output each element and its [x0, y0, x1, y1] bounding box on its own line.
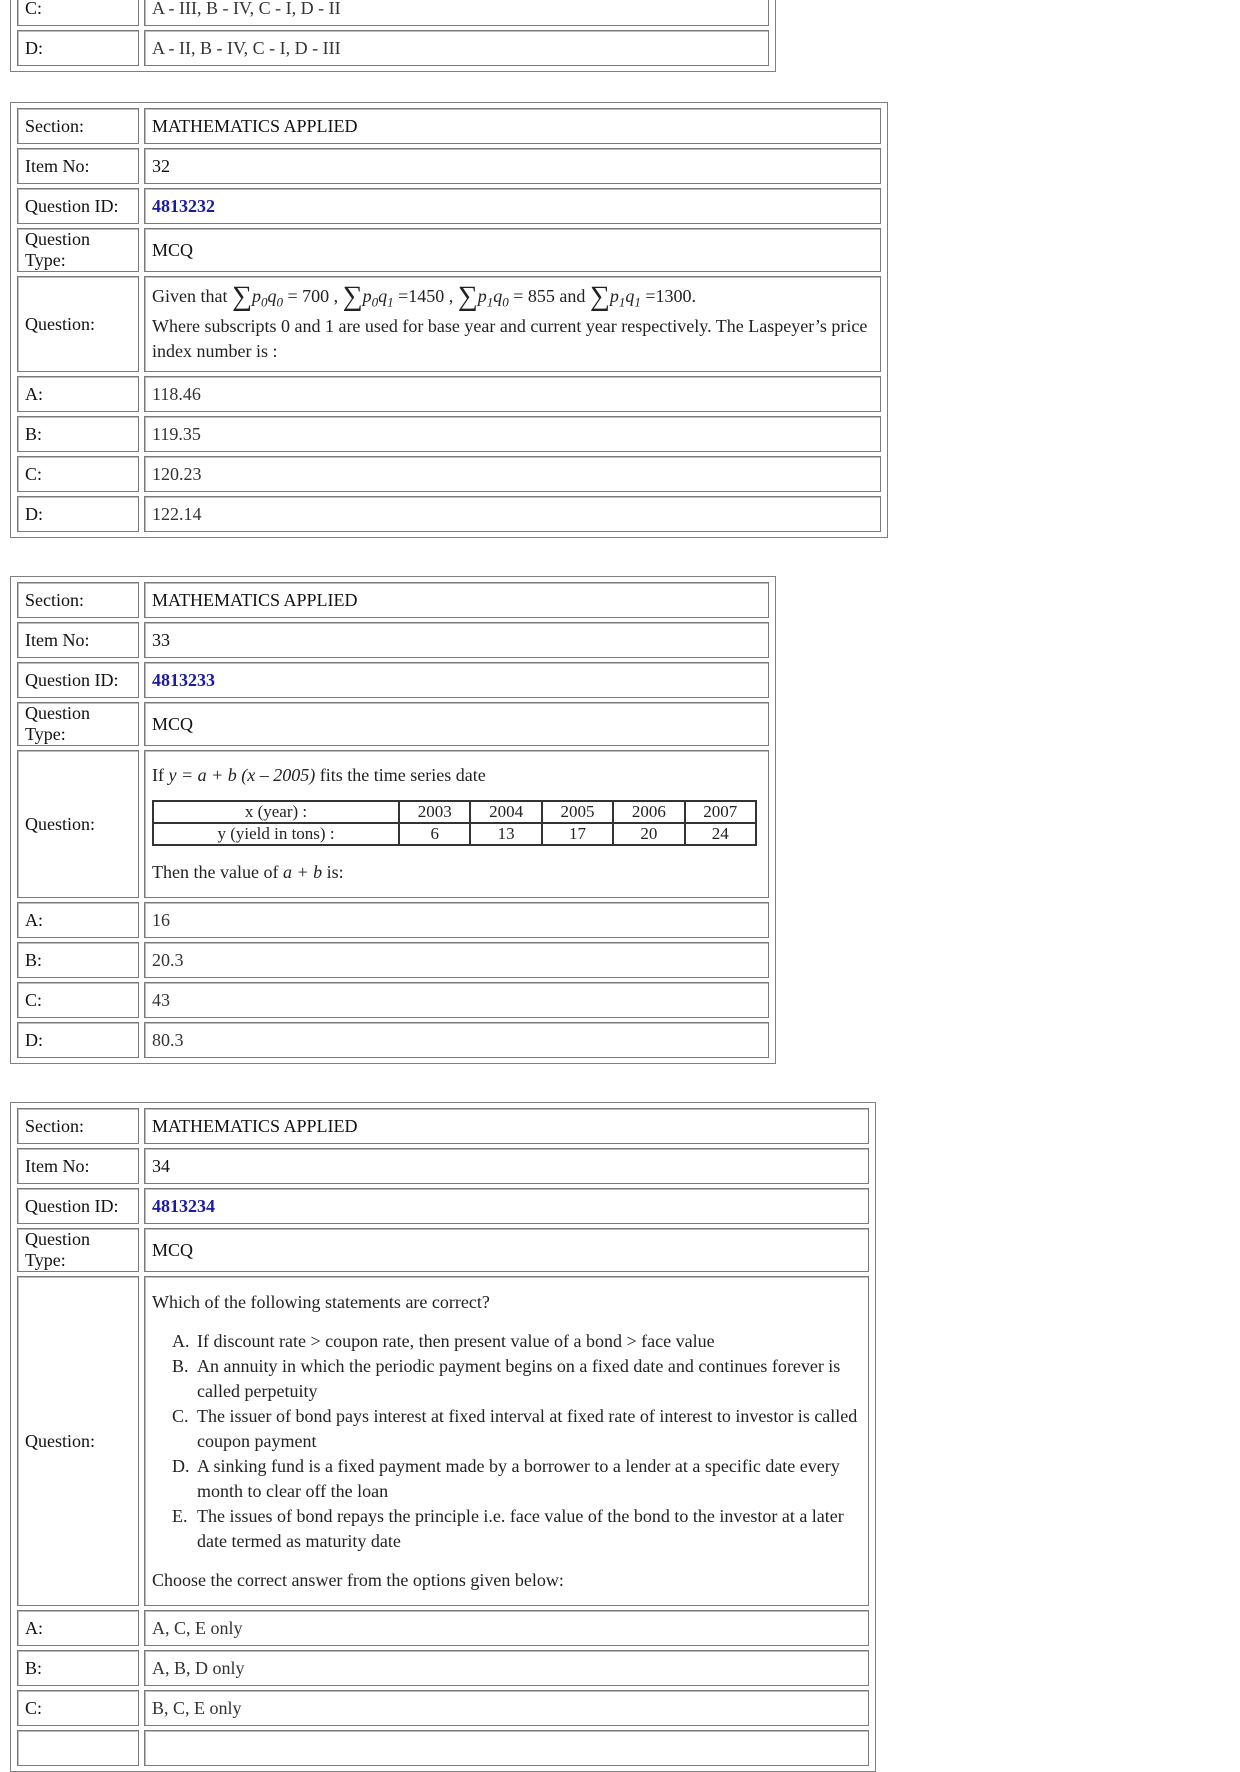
x-value: 2006	[613, 801, 684, 823]
option-a-value: A, C, E only	[144, 1610, 869, 1646]
option-label-c: C:	[17, 1690, 139, 1726]
question-line-2: Where subscripts 0 and 1 are used for base year and current year respectively. The Laspeyer’s price index number is :	[152, 316, 868, 362]
prev-question-table	[10, 0, 776, 72]
question-id-value: 4813232	[144, 188, 881, 224]
y-value: 17	[542, 823, 613, 845]
question-id-label: Question ID:	[17, 662, 139, 698]
x-value: 2007	[685, 801, 756, 823]
item-no-value: 32	[144, 148, 881, 184]
statement-item: C. The issuer of bond pays interest at fixed interval at fixed rate of interest to investor is called coupon payment	[172, 1405, 858, 1451]
option-label-b: B:	[17, 1650, 139, 1686]
option-label-d: D:	[17, 1022, 139, 1058]
question-type-value: MCQ	[144, 702, 769, 746]
question-id-value: 4813233	[144, 662, 769, 698]
section-label: Section:	[17, 108, 139, 144]
section-value: MATHEMATICS APPLIED	[144, 108, 881, 144]
option-b-value: 119.35	[144, 416, 881, 452]
option-label-d	[17, 1730, 139, 1766]
item-no-label: Item No:	[17, 622, 139, 658]
option-c-value: 43	[144, 982, 769, 1018]
option-a-value: 16	[144, 902, 769, 938]
option-c-value: B, C, E only	[144, 1690, 869, 1726]
x-year-label: x (year) :	[153, 801, 399, 823]
item-no-label: Item No:	[17, 148, 139, 184]
option-b-value: A, B, D only	[144, 1650, 869, 1686]
option-label-d: D:	[17, 30, 139, 66]
question-type-label: Question Type:	[17, 1228, 139, 1272]
question-intro: Which of the following statements are correct?	[152, 1291, 490, 1312]
question-34-table	[10, 1102, 876, 1772]
question-label: Question:	[17, 750, 139, 898]
question-formula-line: Given that $\sum p_0q_0 = 700$ , $\sum p_0q_1 =1450$ , $\sum p_1q_0 = 855$ and $\sum p_1q_1 =1300$.	[152, 280, 696, 312]
y-value: 13	[470, 823, 541, 845]
y-value: 20	[613, 823, 684, 845]
question-text	[144, 750, 769, 898]
question-33-table	[10, 576, 776, 1064]
question-text	[144, 1276, 869, 1606]
option-label-b: B:	[17, 416, 139, 452]
option-d-value: 80.3	[144, 1022, 769, 1058]
statement-item: A. If discount rate > coupon rate, then present value of a bond > face value	[172, 1330, 715, 1351]
statement-item: B. An annuity in which the periodic payment begins on a fixed date and continues forever is called perpetuity	[172, 1355, 841, 1401]
option-label-c: C:	[17, 456, 139, 492]
option-d-value: 122.14	[144, 496, 881, 532]
option-c-value: A - III, B - IV, C - I, D - II	[144, 0, 769, 26]
question-id-value: 4813234	[144, 1188, 869, 1224]
question-id-label: Question ID:	[17, 188, 139, 224]
question-type-value: MCQ	[144, 228, 881, 272]
question-type-label: Question Type:	[17, 228, 139, 272]
time-series-table	[152, 800, 757, 846]
x-value: 2004	[470, 801, 541, 823]
question-32-table	[10, 102, 888, 538]
question-intro: If y = a + b (x – 2005) fits the time series date	[152, 765, 486, 785]
question-type-label: Question Type:	[17, 702, 139, 746]
y-yield-label: y (yield in tons) :	[153, 823, 399, 845]
item-no-value: 34	[144, 1148, 869, 1184]
section-value: MATHEMATICS APPLIED	[144, 1108, 869, 1144]
sum-p1q1: $\sum p_1q_1$	[589, 280, 641, 312]
question-id-label: Question ID:	[17, 1188, 139, 1224]
option-d-value	[144, 1730, 869, 1766]
option-label-a: A:	[17, 376, 139, 412]
question-outro: Then the value of a + b is:	[152, 862, 344, 882]
y-value: 24	[685, 823, 756, 845]
option-label-a: A:	[17, 1610, 139, 1646]
question-text	[144, 276, 881, 372]
statement-item: D. A sinking fund is a fixed payment made by a borrower to a lender at a specific date every month to clear off the loan	[172, 1455, 840, 1501]
option-c-value: 120.23	[144, 456, 881, 492]
question-label: Question:	[17, 1276, 139, 1606]
question-outro: Choose the correct answer from the options given below:	[152, 1569, 564, 1590]
option-label-c: C:	[17, 0, 139, 26]
item-no-value: 33	[144, 622, 769, 658]
y-value: 6	[399, 823, 470, 845]
statement-list	[152, 1329, 861, 1554]
x-value: 2005	[542, 801, 613, 823]
option-label-c: C:	[17, 982, 139, 1018]
sum-p0q1: $\sum p_0q_1$	[342, 280, 394, 312]
option-label-b: B:	[17, 942, 139, 978]
section-label: Section:	[17, 582, 139, 618]
section-label: Section:	[17, 1108, 139, 1144]
sum-p0q0: $\sum p_0q_0$	[231, 280, 283, 312]
question-type-value: MCQ	[144, 1228, 869, 1272]
option-a-value: 118.46	[144, 376, 881, 412]
sum-p1q0: $\sum p_1q_0$	[457, 280, 509, 312]
statement-item: E. The issues of bond repays the principle i.e. face value of the bond to the investor at a later date termed as maturity date	[172, 1505, 844, 1551]
section-value: MATHEMATICS APPLIED	[144, 582, 769, 618]
option-label-d: D:	[17, 496, 139, 532]
item-no-label: Item No:	[17, 1148, 139, 1184]
option-b-value: 20.3	[144, 942, 769, 978]
question-label: Question:	[17, 276, 139, 372]
x-value: 2003	[399, 801, 470, 823]
option-label-a: A:	[17, 902, 139, 938]
option-d-value: A - II, B - IV, C - I, D - III	[144, 30, 769, 66]
